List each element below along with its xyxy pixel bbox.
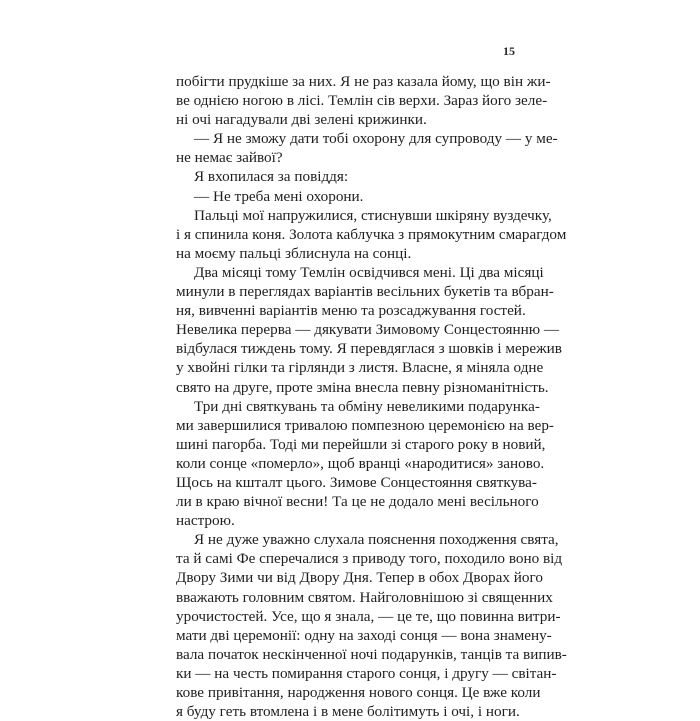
text-line: я буду геть втомлена і в мене болітимуть і очі, і ноги. bbox=[176, 703, 520, 721]
text-line: побігти прудкіше за них. Я не раз казала йому, що він жи- bbox=[176, 73, 551, 90]
text-line: Три дні святкувань та обміну невеликими подарунка- bbox=[194, 397, 540, 415]
body-text bbox=[176, 72, 567, 721]
text-line: Двору Зими чи від Двору Дня. Тепер в обох Дворах його bbox=[176, 569, 543, 587]
text-line: ли в краю вічної весни! Та це не додало мені весільного bbox=[176, 493, 539, 511]
text-line: у хвойні гілки та гірлянди з листя. Власне, я міняла одне bbox=[176, 359, 544, 377]
text-line: Невелика перерва — дякувати Зимовому Сонцестоянню — bbox=[176, 321, 560, 339]
text-line: урочистостей. Усе, що я знала, — це те, що повинна витри- bbox=[176, 607, 561, 625]
text-line: Я вхопилася за повіддя: bbox=[194, 168, 349, 186]
text-line: ми завершилися тривалою помпезною церемонією на вер- bbox=[176, 416, 554, 434]
text-line: — Не треба мені охорони. bbox=[194, 187, 364, 205]
text-line: Щось на кшталт цього. Зимове Сонцестояння святкува- bbox=[176, 473, 537, 491]
text-line: вважають головним святом. Найголовнішою зі священних bbox=[176, 588, 553, 606]
text-line: Пальці мої напружилися, стиснувши шкіряну вуздечку, bbox=[194, 206, 552, 224]
text-line: відбулася тиждень тому. Я перевдяглася з шовків і мережив bbox=[176, 340, 562, 358]
page-number: 15 bbox=[503, 44, 515, 58]
text-line: шині пагорба. Тоді ми перейшли зі старого року в новий, bbox=[176, 435, 546, 453]
text-line: ня, вивченні варіантів меню та розсаджування гостей. bbox=[176, 302, 526, 320]
text-line: вала початок нескінченної ночі подарунків, танців та випив- bbox=[176, 645, 567, 663]
text-line: не немає зайвої? bbox=[176, 149, 283, 167]
text-line: ки — на честь помирання старого сонця, і другу — світан- bbox=[176, 664, 557, 682]
text-line: минули в переглядах варіантів весільних букетів та вбран- bbox=[176, 283, 554, 301]
text-line: настрою. bbox=[176, 512, 235, 530]
text-line: Два місяці тому Темлін освідчився мені. Ці два місяці bbox=[194, 263, 544, 281]
text-line: свято на друге, проте зміна внесла певну різноманітність. bbox=[176, 378, 549, 396]
text-line: коли сонце «померло», щоб вранці «народитися» заново. bbox=[176, 454, 545, 472]
text-line: ні очі нагадували дві зелені крижинки. bbox=[176, 111, 427, 129]
text-line: мати дві церемонії: одну на заході сонця — вона знамену- bbox=[176, 626, 552, 644]
text-line: ве однією ногою в лісі. Темлін сів верхи. Зараз його зеле- bbox=[176, 92, 548, 110]
text-line: кове привітання, народження нового сонця. Це вже коли bbox=[176, 684, 541, 701]
text-line: — Я не зможу дати тобі охорону для супроводу — у ме- bbox=[194, 130, 558, 148]
text-line: на моєму пальці зблиснула на сонці. bbox=[176, 244, 412, 262]
text-line: та й самі Фе сперечалися з приводу того, походило воно від bbox=[176, 550, 563, 568]
text-line: Я не дуже уважно слухала пояснення походження свята, bbox=[194, 531, 559, 549]
text-line: і я спинила коня. Золота каблучка з прямокутним смарагдом bbox=[176, 225, 567, 243]
